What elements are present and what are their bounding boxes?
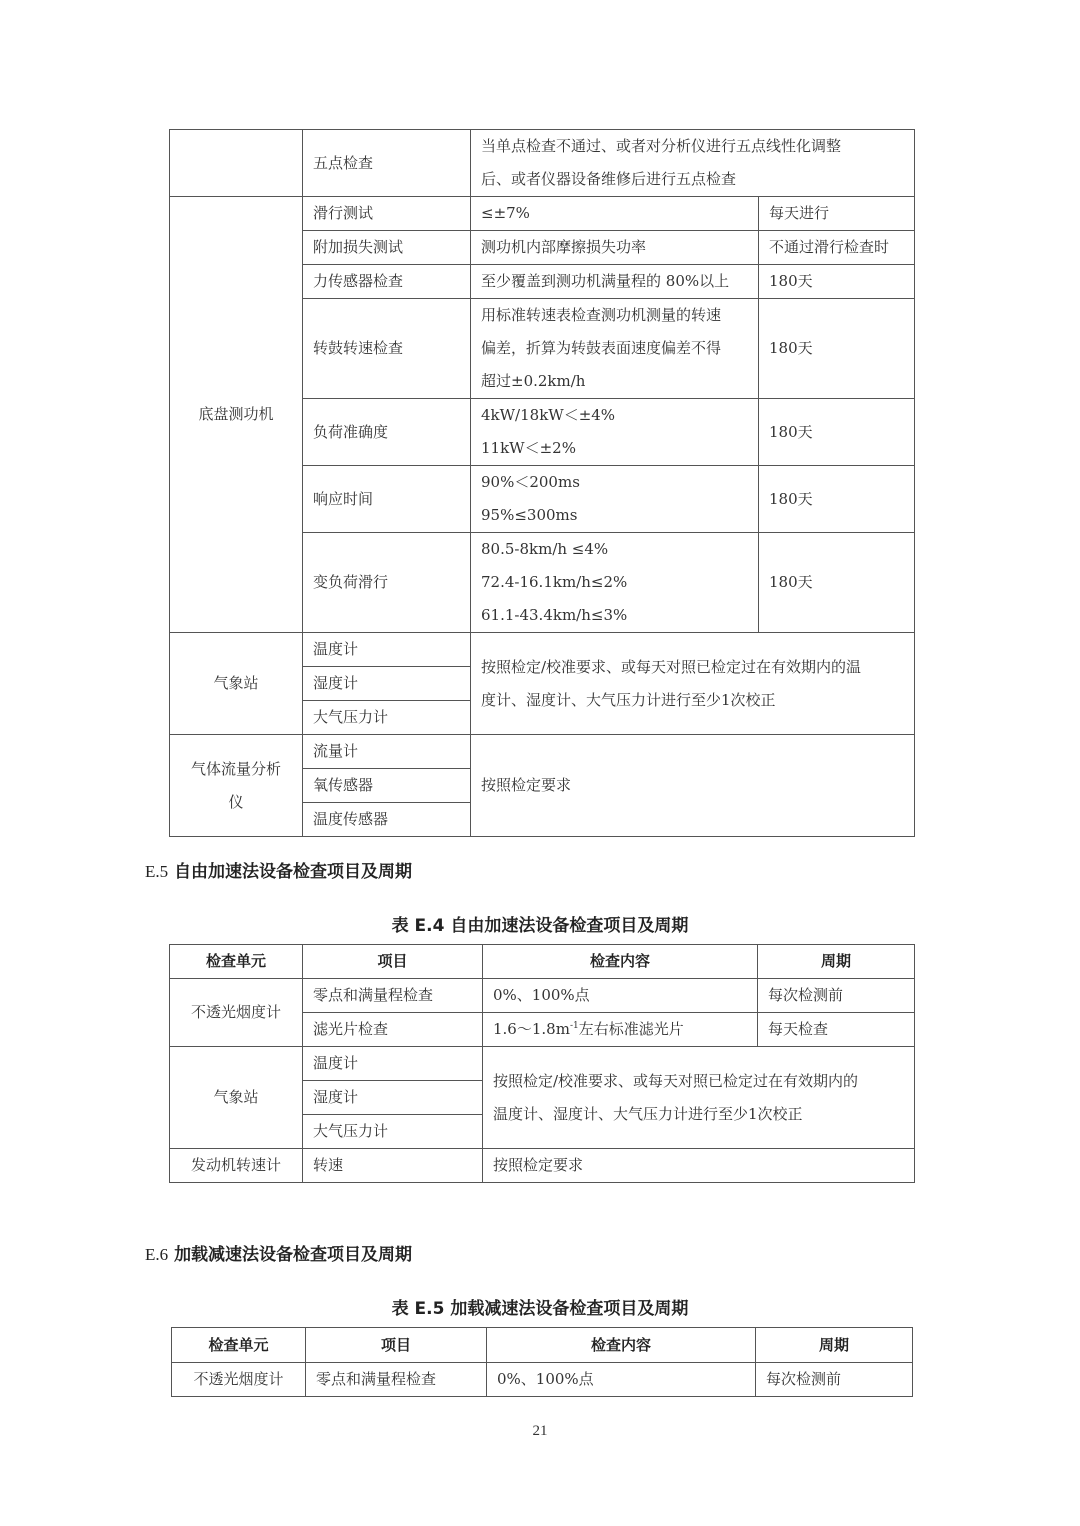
unit-cell: 发动机转速计 <box>170 1149 303 1183</box>
column-header: 项目 <box>306 1328 487 1363</box>
item-cell: 零点和满量程检查 <box>303 979 483 1013</box>
content-cell: 测功机内部摩擦损失功率 <box>471 231 759 265</box>
item-cell: 响应时间 <box>303 466 471 533</box>
period-cell: 180天 <box>759 399 915 466</box>
column-header: 检查内容 <box>483 945 758 979</box>
period-cell: 不通过滑行检查时 <box>759 231 915 265</box>
content-cell: 80.5-8km/h ≤4% 72.4-16.1km/h≤2% 61.1-43.4km/h≤3% <box>471 533 759 633</box>
column-header: 周期 <box>758 945 915 979</box>
column-header: 周期 <box>756 1328 913 1363</box>
period-cell: 180天 <box>759 533 915 633</box>
unit-cell: 不透光烟度计 <box>172 1363 306 1397</box>
column-header: 检查单元 <box>172 1328 306 1363</box>
item-cell: 温度传感器 <box>303 803 471 837</box>
item-cell: 滑行测试 <box>303 197 471 231</box>
item-cell: 氧传感器 <box>303 769 471 803</box>
item-cell: 五点检查 <box>303 130 471 197</box>
content-cell: 0%、100%点 <box>483 979 758 1013</box>
period-cell: 每次检测前 <box>758 979 915 1013</box>
period-cell: 每天检查 <box>758 1013 915 1047</box>
table-e4 <box>169 944 915 1183</box>
content-cell: 至少覆盖到测功机满量程的 80%以上 <box>471 265 759 299</box>
table-row <box>172 1363 913 1397</box>
period-cell: 180天 <box>759 265 915 299</box>
table-row <box>170 197 915 231</box>
table-row <box>170 1047 915 1081</box>
page-number: 21 <box>532 1423 548 1439</box>
content-cell: 用标准转速表检查测功机测量的转速 偏差，折算为转鼓表面速度偏差不得 超过±0.2km/h <box>471 299 759 399</box>
item-cell: 温度计 <box>303 1047 483 1081</box>
table-header-row <box>172 1328 913 1363</box>
content-cell: 0%、100%点 <box>487 1363 756 1397</box>
period-cell: 180天 <box>759 466 915 533</box>
column-header: 检查内容 <box>487 1328 756 1363</box>
table-header-row <box>170 945 915 979</box>
item-cell: 转速 <box>303 1149 483 1183</box>
item-cell: 流量计 <box>303 735 471 769</box>
content-cell: 按照检定要求 <box>471 735 915 837</box>
content-cell: 按照检定/校准要求、或每天对照已检定过在有效期内的温 度计、湿度计、大气压力计进行至少1次校正 <box>471 633 915 735</box>
item-cell: 温度计 <box>303 633 471 667</box>
content-cell: $1.6\sim 1.8m^{-1}$左右标准滤光片 <box>483 1013 758 1047</box>
period-cell: 每天进行 <box>759 197 915 231</box>
content-cell: 当单点检查不通过、或者对分析仪进行五点线性化调整 后、或者仪器设备维修后进行五点检查 <box>471 130 915 197</box>
period-cell: 每次检测前 <box>756 1363 913 1397</box>
table-row <box>170 130 915 197</box>
unit-cell: 气体流量分析 仪 <box>170 735 303 837</box>
table-row <box>170 735 915 769</box>
item-cell: 滤光片检查 <box>303 1013 483 1047</box>
content-cell: 4kW/18kW＜±4% 11kW＜±2% <box>471 399 759 466</box>
table-e5 <box>171 1327 913 1397</box>
content-cell: 90%＜200ms 95%≤300ms <box>471 466 759 533</box>
table-title-e5: 表 E.5 加载减速法设备检查项目及周期 <box>391 1299 689 1319</box>
content-cell: ≤±7% <box>471 197 759 231</box>
item-cell: 湿度计 <box>303 1081 483 1115</box>
item-cell: 力传感器检查 <box>303 265 471 299</box>
item-cell: 零点和满量程检查 <box>306 1363 487 1397</box>
column-header: 检查单元 <box>170 945 303 979</box>
item-cell: 附加损失测试 <box>303 231 471 265</box>
table-row <box>170 633 915 667</box>
table-e3-continued <box>169 129 915 837</box>
item-cell: 大气压力计 <box>303 701 471 735</box>
unit-cell: 底盘测功机 <box>170 197 303 633</box>
table-row <box>170 1149 915 1183</box>
period-cell: 180天 <box>759 299 915 399</box>
table-title-e4: 表 E.4 自由加速法设备检查项目及周期 <box>391 916 689 936</box>
section-heading-e5: E.5 自由加速法设备检查项目及周期 <box>145 862 413 882</box>
unit-cell: 气象站 <box>170 1047 303 1149</box>
item-cell: 湿度计 <box>303 667 471 701</box>
table-row <box>170 979 915 1013</box>
unit-cell: 气象站 <box>170 633 303 735</box>
item-cell: 变负荷滑行 <box>303 533 471 633</box>
item-cell: 转鼓转速检查 <box>303 299 471 399</box>
content-cell: 按照检定要求 <box>483 1149 915 1183</box>
unit-cell: 不透光烟度计 <box>170 979 303 1047</box>
section-heading-e6: E.6 加载减速法设备检查项目及周期 <box>145 1245 413 1265</box>
column-header: 项目 <box>303 945 483 979</box>
item-cell: 负荷准确度 <box>303 399 471 466</box>
item-cell: 大气压力计 <box>303 1115 483 1149</box>
content-cell: 按照检定/校准要求、或每天对照已检定过在有效期内的 温度计、湿度计、大气压力计进行至少1次校正 <box>483 1047 915 1149</box>
unit-cell <box>170 130 303 197</box>
